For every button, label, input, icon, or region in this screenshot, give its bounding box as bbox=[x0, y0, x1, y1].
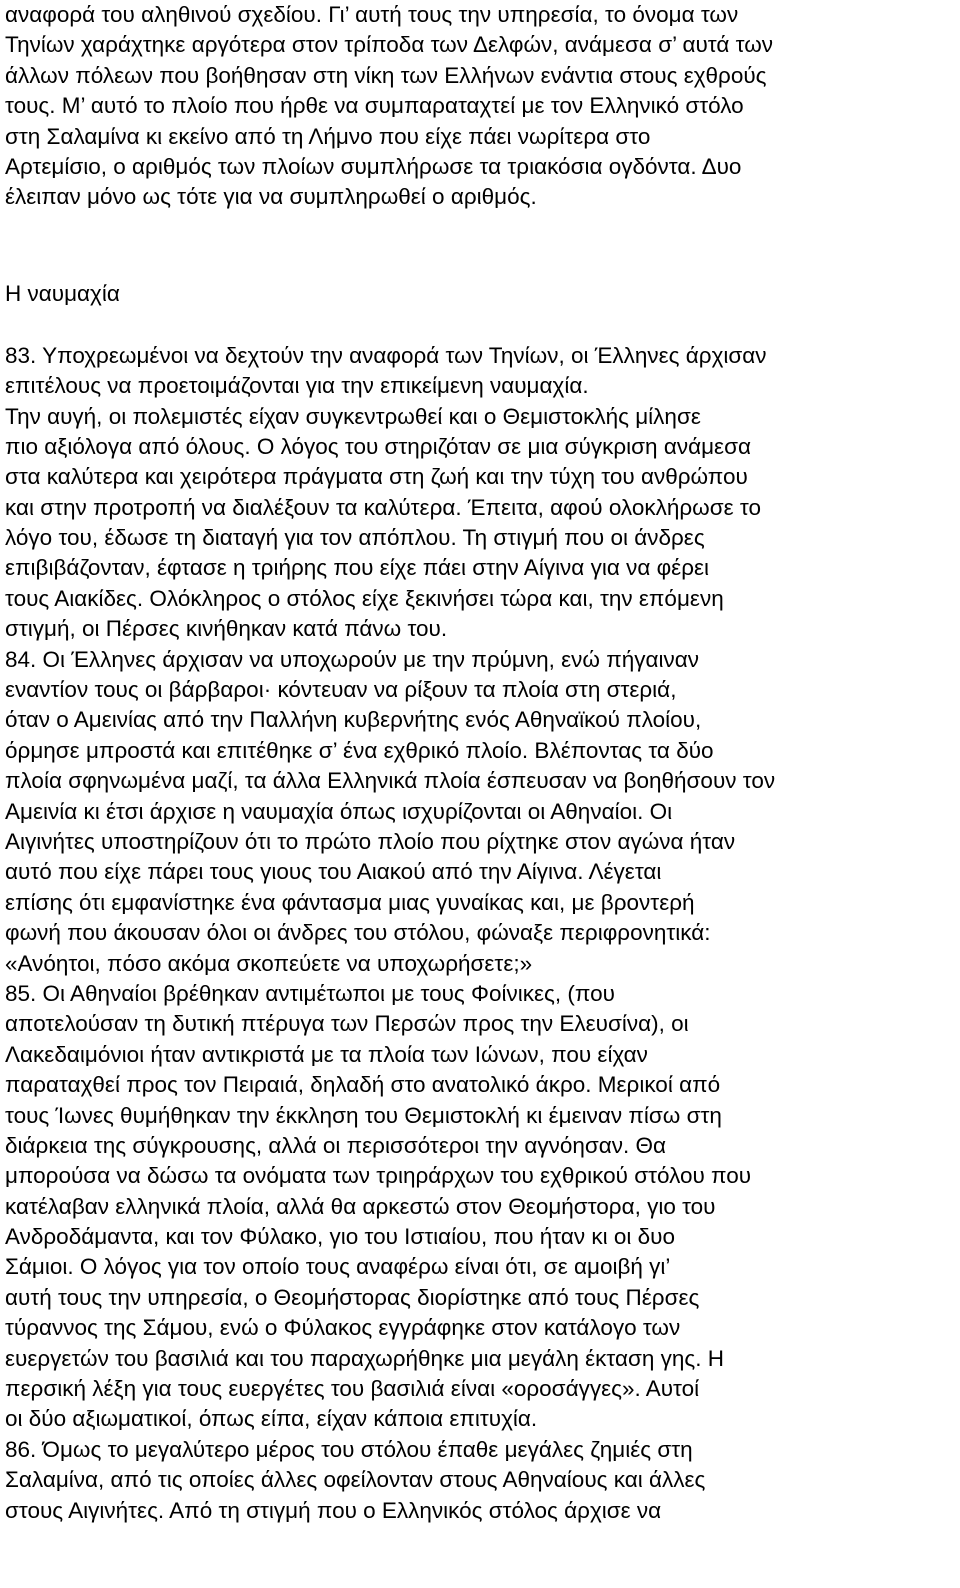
text-line: πιο αξιόλογα από όλους. Ο λόγος του στηριζόταν σε μια σύγκριση ανάμεσα bbox=[5, 433, 751, 459]
text-line: διάρκεια της σύγκρουσης, αλλά οι περισσότεροι την αγνόησαν. Θα bbox=[5, 1132, 667, 1158]
text-line: Αρτεμίσιο, ο αριθμός των πλοίων συμπλήρωσε τα τριακόσια ογδόντα. Δυο bbox=[5, 153, 742, 179]
text-line: 86. Όμως το μεγαλύτερο μέρος του στόλου έπαθε μεγάλες ζημιές στη bbox=[5, 1436, 693, 1462]
text-line: τους Ίωνες θυμήθηκαν την έκκληση του Θεμιστοκλή κι έμειναν πίσω στη bbox=[5, 1102, 722, 1128]
text-line: Αμεινία κι έτσι άρχισε η ναυμαχία όπως ισχυρίζονται οι Αθηναίοι. Οι bbox=[5, 798, 673, 824]
text-line: στη Σαλαμίνα κι εκείνο από τη Λήμνο που είχε πάει νωρίτερα στο bbox=[5, 123, 651, 149]
text-line: «Ανόητοι, πόσο ακόμα σκοπεύετε να υποχωρήσετε;» bbox=[5, 950, 533, 976]
text-line: 85. Οι Αθηναίοι βρέθηκαν αντιμέτωποι με τους Φοίνικες, (που bbox=[5, 980, 615, 1006]
text-line: αυτό που είχε πάρει τους γιους του Αιακού από την Αίγινα. Λέγεται bbox=[5, 859, 662, 885]
text-line: επίσης ότι εμφανίστηκε ένα φάντασμα μιας γυναίκας και, με βροντερή bbox=[5, 889, 695, 915]
text-line: κατέλαβαν ελληνικά πλοία, αλλά θα αρκεστώ στον Θεομήστορα, γιο του bbox=[5, 1193, 716, 1219]
text-line: τύραννος της Σάμου, ενώ ο Φύλακος εγγράφηκε στον κατάλογο των bbox=[5, 1315, 681, 1341]
document-page bbox=[5, 0, 955, 1526]
text-line: Σαλαμίνα, από τις οποίες άλλες οφείλονταν στους Αθηναίους και άλλες bbox=[5, 1467, 706, 1493]
text-line: τους Αιακίδες. Ολόκληρος ο στόλος είχε ξεκινήσει τώρα και, την επόμενη bbox=[5, 585, 724, 611]
text-line: όρμησε μπροστά και επιτέθηκε σ’ ένα εχθρικό πλοίο. Βλέποντας τα δύο bbox=[5, 737, 714, 763]
text-line: αποτελούσαν τη δυτική πτέρυγα των Περσών προς την Ελευσίνα), οι bbox=[5, 1011, 689, 1037]
text-line: στα καλύτερα και χειρότερα πράγματα στη ζωή και την τύχη του ανθρώπου bbox=[5, 464, 748, 490]
text-line: έλειπαν μόνο ως τότε για να συμπληρωθεί ο αριθμός. bbox=[5, 184, 537, 210]
text-line: και στην προτροπή να διαλέξουν τα καλύτερα. Έπειτα, αφού ολοκλήρωσε το bbox=[5, 494, 761, 520]
text-line: παραταχθεί προς τον Πειραιά, δηλαδή στο ανατολικό άκρο. Μερικοί από bbox=[5, 1072, 721, 1098]
text-line: αυτή τους την υπηρεσία, ο Θεομήστορας διορίστηκε από τους Πέρσες bbox=[5, 1284, 700, 1310]
text-line: οι δύο αξιωματικοί, όπως είπα, είχαν κάποια επιτυχία. bbox=[5, 1406, 538, 1432]
text-line: 83. Υποχρεωμένοι να δεχτούν την αναφορά των Τηνίων, οι Έλληνες άρχισαν bbox=[5, 342, 767, 368]
text-line: τους. Μ’ αυτό το πλοίο που ήρθε να συμπαραταχτεί με τον Ελληνικό στόλο bbox=[5, 93, 744, 119]
text-line: Ανδροδάμαντα, και τον Φύλακο, γιο του Ιστιαίου, που ήταν κι οι δυο bbox=[5, 1224, 675, 1250]
text-line: στους Αιγινήτες. Από τη στιγμή που ο Ελληνικός στόλος άρχισε να bbox=[5, 1497, 662, 1523]
text-line: Την αυγή, οι πολεμιστές είχαν συγκεντρωθεί και ο Θεμιστοκλής μίλησε bbox=[5, 403, 701, 429]
text-line: πλοία σφηνωμένα μαζί, τα άλλα Ελληνικά πλοία έσπευσαν να βοηθήσουν τον bbox=[5, 768, 776, 794]
intro-paragraph bbox=[5, 0, 955, 213]
text-line: αναφορά του αληθινού σχεδίου. Γι’ αυτή τους την υπηρεσία, το όνομα των bbox=[5, 2, 739, 27]
text-line: επιβιβάζονταν, έφτασε η τριήρης που είχε πάει στην Αίγινα για να φέρει bbox=[5, 555, 710, 581]
text-line: επιτέλους να προετοιμάζονται για την επικείμενη ναυμαχία. bbox=[5, 373, 589, 399]
text-line: 84. Οι Έλληνες άρχισαν να υποχωρούν με την πρύμνη, ενώ πήγαιναν bbox=[5, 646, 700, 672]
text-line: λόγο του, έδωσε τη διαταγή για τον απόπλου. Τη στιγμή που οι άνδρες bbox=[5, 525, 705, 551]
text-line: ευεργετών του βασιλιά και του παραχωρήθηκε μια μεγάλη έκταση γης. Η bbox=[5, 1345, 724, 1371]
text-line: Λακεδαιμόνιοι ήταν αντικριστά με τα πλοία των Ιώνων, που είχαν bbox=[5, 1041, 648, 1067]
text-line: Σάμιοι. Ο λόγος για τον οποίο τους αναφέρω είναι ότι, σε αμοιβή γι’ bbox=[5, 1254, 671, 1280]
text-line: Τηνίων χαράχτηκε αργότερα στον τρίποδα των Δελφών, ανάμεσα σ’ αυτά των bbox=[5, 32, 774, 58]
section-heading: Η ναυμαχία bbox=[5, 280, 120, 306]
section-spacer bbox=[5, 309, 955, 341]
text-line: περσική λέξη για τους ευεργέτες του βασιλιά είναι «οροσάγγες». Αυτοί bbox=[5, 1376, 700, 1402]
text-line: στιγμή, οι Πέρσες κινήθηκαν κατά πάνω του. bbox=[5, 616, 448, 642]
text-line: φωνή που άκουσαν όλοι οι άνδρες του στόλου, φώναξε περιφρονητικά: bbox=[5, 920, 711, 946]
text-line: μπορούσα να δώσω τα ονόματα των τριηράρχων του εχθρικού στόλου που bbox=[5, 1163, 752, 1189]
text-line: εναντίον τους οι βάρβαροι· κόντευαν να ρίξουν τα πλοία στη στεριά, bbox=[5, 677, 677, 703]
body-text bbox=[5, 341, 955, 1526]
text-line: όταν ο Αμεινίας από την Παλλήνη κυβερνήτης ενός Αθηναϊκού πλοίου, bbox=[5, 707, 702, 733]
text-line: άλλων πόλεων που βοήθησαν στη νίκη των Ελλήνων ενάντια στους εχθρούς bbox=[5, 62, 767, 88]
text-line: Αιγινήτες υποστηρίζουν ότι το πρώτο πλοίο που ρίχτηκε στον αγώνα ήταν bbox=[5, 828, 736, 854]
section-spacer bbox=[5, 213, 955, 279]
